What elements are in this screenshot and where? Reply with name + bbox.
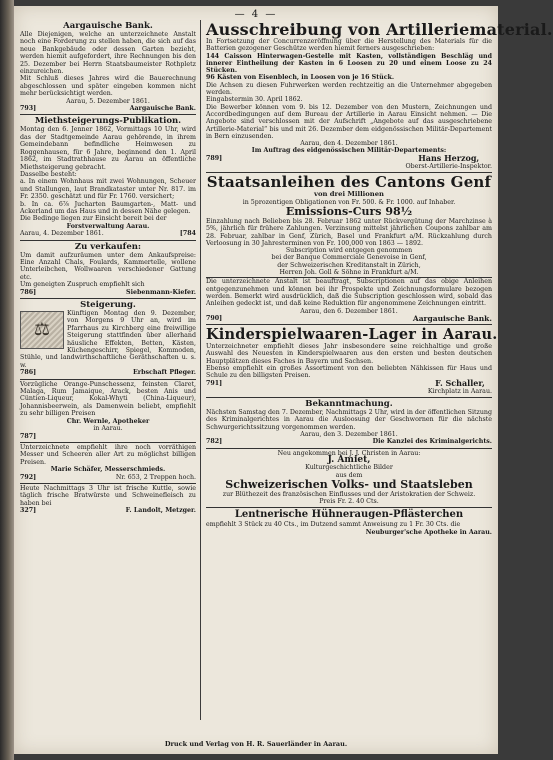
ad-number: 789] [206,154,223,162]
right-column [206,20,553,538]
ad-number: 793] [20,105,37,113]
ad-bekanntmachung [206,398,492,448]
ad-subtitle: aus dem [335,471,363,479]
ad-author: J. Amiet, [327,454,371,465]
ad-text: Um geneigten Zuspruch empfiehlt sich [20,281,145,289]
auction-scene-icon: ⚖ [33,319,51,341]
ad-title: Lentnerische Hühneraugen-Pflästerchen [234,509,464,521]
ad-item: b. In ca. 6⅞ Jucharten Baumgarten-, Matt- und Ackerland um das Haus und in dessen Nähe gelegen. [20,200,196,215]
ad-mieth [20,115,196,240]
ad-amiet-book [206,449,492,509]
ad-signature: Forstverwaltung Aarau. [66,222,150,230]
ad-signature: Neuburger'sche Apotheke in Aarau. [365,528,492,536]
ad-title: Ausschreibung von Artilleriematerial. [206,20,553,39]
ad-date: Aarau, den 6. Dezember 1861. [300,307,398,315]
ad-date: Aarau, den 4. Dezember 1861. [300,140,398,148]
ad-price: Preis Fr. 2. 40 Cts. [319,498,379,506]
ad-text: Montag den 6. Jenner 1862, Vormittags 10 Uhr, wird das der Stadtgemeinde Aarau gehörende, in ihrem Gemeindebann befindliche Heimwesen zu Roggenhausen, für 6 Jahre, beginnend den 1. April 1862, im Stadtrathhause zu Aarau an öffentliche Miethsteigerung gebracht. [20,126,196,171]
ad-subtitle: in 5prozentigen Obligationen von Fr. 500. & Fr. 1000. auf Inhaber. [242,198,456,206]
auction-vignette-image [20,311,64,349]
ad-steigerung [20,299,196,380]
ad-intro: Neu angekommen bei J. J. Christen in Aarau: [277,449,421,457]
ad-text: Die unterzeichnete Anstalt ist beauftragt, Subscriptionen auf das obige Anleihen entgegenzunehmen und können bei ihr Prospekte und Zeichnungsformulare bezogen werden. Bemerkt wird ausdrücklich, daß die Subscription geschlossen wird, sobald das Anleihen gedeckt ist, und daß keine Reduktion für angenommene Zeichnungen eintritt. [206,278,492,308]
ad-item: a. In einem Wohnhaus mit zwei Wohnungen, Scheuer und Stallungen, laut Brandkataster unter Nr. 817. im Fr. 2350. geschätzt und für Fr. 1760. versichert; [20,178,196,201]
ad-title: Bekanntmachung. [305,399,393,410]
ad-item: 144 Caisson Hinterwagen-Gestelle mit Kasten, vollständigen Beschläg und innerer Eintheilung der Kasten in 6 Loosen zu 20 und einem Loose zu 24 Stücken. [206,52,492,75]
ad-text: Subscription wird entgegen genommen [285,247,413,255]
ad-number: 787] [20,432,37,440]
ad-signature: Chr. Wernle, Apotheker [66,417,150,425]
ad-text: Alle Diejenigen, welche an unterzeichnete Anstalt noch eine Forderung zu stellen haben, die sich auf das neue Bankgebäude oder dessen Garten bezieht, werden hiemit aufgefordert, ihre Rechnungen bis den 25. Dezember bei Herrn Staatsbaumeister Rothpletz einzureichen. [20,31,196,76]
ad-title: Miethsteigerungs-Publikation. [34,116,182,127]
ad-title: Kinderspielwaaren-Lager in Aarau. [206,326,498,344]
ad-text: Herren Joh. Goll & Söhne in Frankfurt a/M. [279,269,419,277]
ad-title: Staatsanleihen des Cantons Genf [206,173,492,192]
ad-text: In Fortsetzung der Concurrenzeröffnung über die Herstellung des Materials für die Batterien gezogener Geschütze werden hiemit ferners ausgeschrieben: [206,38,492,53]
ad-number: [784 [179,230,196,238]
ad-signature: Die Kanzlei des Kriminalgerichts. [372,438,492,446]
ad-signature-title: Oberst-Artillerie-Inspektor. [405,163,492,171]
ad-authority: Im Auftrag des eidgenössischen Militär-Departements: [251,147,447,155]
ad-signature: Erbschaft Pfleger. [132,369,196,377]
ad-number: 786] [20,369,37,377]
ad-title: Schweizerischen Volks- und Staatsleben [225,477,473,491]
ad-number: 782] [206,438,223,446]
ad-subtitle: von drei Millionen [314,190,384,199]
ad-title: Aargauische Bank. [63,21,153,31]
ad-signature: Marie Schäfer, Messerschmieds. [50,466,166,474]
ad-text: Die Achsen zu diesen Fuhrwerken werden rechtzeitig an die Unternehmer abgegeben werden. [206,81,492,97]
ad-text: Um damit aufzuräumen unter dem Ankaufspreise: Eine Anzahl Chals, Foulards, Kammertelle, wollene Unterleibchen, Wollwaaren verschiedener Gattung etc. [20,251,196,281]
ad-signature: Aargauische Bank. [129,105,196,113]
ad-place: Kirchplatz in Aarau. [427,387,492,395]
ad-subtitle: zur Blüthezeit des französischen Einflusses und der Aristokratien der Schweiz. [222,490,476,498]
book-binding [0,0,14,760]
newspaper-page [14,6,553,754]
ad-title: Steigerung. [80,300,136,310]
ad-huehneraugen [206,508,492,538]
ad-signature: Siebenmann-Kiefer. [126,288,196,296]
ad-item: 96 Kästen von Eisenblech, in Loosen von je 16 Stück. [206,74,395,82]
ad-number: 791] [206,379,223,387]
ad-staatsanleihen [206,173,492,325]
left-column [20,20,196,517]
column-rule [200,20,201,720]
ad-number: 790] [206,314,223,322]
ad-text: Die Bedinge liegen zur Einsicht bereit bei der [20,215,167,223]
ad-number: 792] [20,473,37,481]
ad-text: Unterzeichnete empfiehlt ihre noch vorräthigen Messer und Scheeren aller Art zu möglichst billigen Preisen. [20,443,196,466]
ad-subtitle: Kulturgeschichtliche Bilder [305,464,393,472]
ad-title: Zu verkaufen: [74,241,142,252]
ad-artillerie [206,20,553,173]
ad-signature: Aargauische Bank. [412,313,492,323]
page-number: — 4 — [234,9,278,20]
ad-text: Vorzügliche Orange-Punschessenz, feinsten Claret, Malaga, Rum Jamaique, Arack, besten Anis und Cüntien-Liqueur, Kokal-Whyti (China-Liqueur), Johannisbeerwein, als Damenwein beliebt, empfiehlt zu sehr billigen Preisen [20,380,196,418]
ad-verkaufen [20,241,196,299]
ad-apotheke [20,380,196,443]
ad-text: Mit Schluß dieses Jahres wird die Bauerechnung abgeschlossen und später eingeben kommen nicht mehr berücksichtigt werden. [20,75,196,98]
ad-text: Einzahlung nach Belieben bis 28. Februar 1862 unter Rückvergütung der Marchzinse à 5%, jährlich für frühere Zahlungen. Verzinsung mittelst jährlichen Coupons zahlbar am 28. Februar, zahlbar in Genf, Zürich, Basel und Frankfurt a/M. Rückzahlung durch Verloosung in 30 Jahresterminen von Fr. 100,000 von 1863 — 1892. [206,217,492,247]
ad-text: empfiehlt 3 Stück zu 40 Cts., im Dutzend sammt Anweisung zu 1 Fr. 30 Cts. die [206,521,461,529]
ad-text: Unterzeichneter empfiehlt dieses Jahr insbesondere seine reichhaltige und große Auswahl des Neuesten in Kinderspielwaaren aus den ersten und besten deutschen Hauptplätzen dieses Faches in Bayern und Sachsen. [206,343,492,365]
ad-bank-notice [20,20,196,115]
ad-signature: F. Schaller, [435,377,485,388]
ad-text: bei der Banque Commerciale Genevoise in Genf, [271,254,427,262]
ad-place: in Aarau. [93,425,123,433]
ad-date: Aarau, 4. Dezember 1861. [20,230,104,238]
ad-text: Die Bewerber können vom 9. bis 12. Dezember von den Mustern, Zeichnungen und Accordbedingungen auf dem Bureau der Artillerie in Aarau Einsicht nehmen. — Die Angebote sind verschlossen mit der Aufschrift „Angebote auf das ausgeschriebene Artillerie-Material“ bis und mit 26. Dezember dem eidgenössischen Militär-Departement in Bern einzusenden. [206,103,492,140]
ad-metzger [20,484,196,517]
ad-signature: F. Landolt, Metzger. [125,507,196,515]
ad-text: Heute Nachmittags 3 Uhr ist frische Kuttle, sowie täglich frische Bratwürste und Schweinefleisch zu haben bei [20,484,196,507]
ad-number: 327] [20,507,37,515]
ad-text: Künftigen Montag den 9. Dezember, von Morgens 9 Uhr an, wird im Pfarrhaus zu Kirchberg eine freiwillige Steigerung stattfinden über allerhand häusliche Effekten, Betten, Kästen, Küchengeschirr, Spiegel, Kommoden, Stühle, und landwirthschaftliche Geräthschaften u. s. w. [20,310,196,369]
ad-text: Eingabstermin 30. April 1862. [206,96,303,104]
imprint-footer: Druck und Verlag von H. R. Sauerländer in Aarau. [164,740,348,748]
ad-kinderspielwaaren [206,325,498,398]
ad-number: 786] [20,288,37,296]
ad-kurs: Emissions-Curs 98½ [285,204,413,218]
ad-text: Ebenso empfiehlt ein großes Assortiment von den beliebten Nähkissen für Haus und Schule zu den billigsten Preisen. [206,364,492,380]
ad-text: Nächsten Samstag den 7. Dezember, Nachmittags 2 Uhr, wird in der öffentlichen Sitzung des Kriminalgerichtes in Aarau die Ausloosung der Geschwornen für die nächste Schwurgerichtssitzung vorgenommen werden. [206,409,492,431]
ad-date: Aarau, 5. Dezember 1861. [66,97,150,105]
ad-address: Nr. 653, 2 Treppen hoch. [115,473,196,481]
ad-scheeren [20,443,196,484]
ad-text: der Schweizerischen Kreditanstalt in Zürich, [277,261,421,269]
ad-date: Aarau, den 3. Dezember 1861. [300,431,398,439]
ad-text: Dasselbe besteht: [20,170,77,178]
ad-signature: Hans Herzog, [418,152,480,163]
